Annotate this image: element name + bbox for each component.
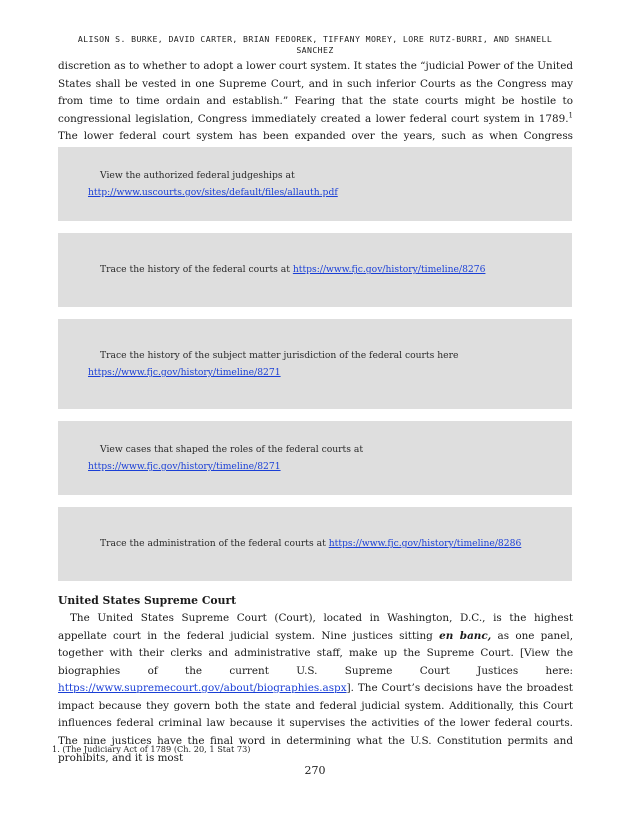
callout-text: View cases that shaped the roles of the federal courts at (100, 443, 364, 455)
section-text-end: ]. The Court’s decisions have the broadest impact because they govern both the state and federal judicial system. Additionally, this Court influences federal criminal law because it supervises the activities of the lower federal courts. The nine justices have the final word in determining what the U.S. Constitution permits and prohibits, and it is most (58, 682, 573, 764)
callout-text: Trace the history of the subject matter jurisdiction of the federal courts here (100, 349, 459, 361)
running-head-authors-cont: SANCHEZ (296, 45, 334, 55)
footnote-ref[interactable]: 1 (568, 111, 573, 120)
biographies-link[interactable]: https://www.supremecourt.gov/about/biographies.aspx (58, 682, 347, 694)
en-banc-term: en banc, (439, 629, 492, 642)
callout-box-cases (58, 421, 572, 495)
intro-text: discretion as to whether to adopt a lower court system. It states the “judicial Power of the United States shall be vested in one Supreme Court, and in such inferior Courts as the Congress may from time to time ordain and establish.” Fearing that the state courts might be hostile to congressional legislation, Congress immediately created a lower federal court system in 1789. (58, 60, 573, 125)
history-timeline-link[interactable]: https://www.fjc.gov/history/timeline/8276 (292, 264, 486, 276)
section-heading: United States Supreme Court (58, 594, 237, 607)
callout-box-jurisdiction (58, 319, 572, 409)
cases-timeline-link[interactable]: https://www.fjc.gov/history/timeline/8271 (88, 461, 281, 472)
callout-text: View the authorized federal judgeships at (100, 169, 295, 181)
callout-box-history (58, 233, 572, 307)
section-text: The United States Supreme Court (Court), located in Washington, D.C., is the highest appellate court in the federal judicial system. Nine justices sitting (58, 612, 573, 642)
page-number: 270 (304, 764, 326, 777)
running-head-authors: ALISON S. BURKE, DAVID CARTER, BRIAN FEDOREK, TIFFANY MOREY, LORE RUTZ-BURRI, AND SHANELL (77, 34, 553, 44)
section-text-cont: as one panel, together with their clerks and administrative staff, make up the Supreme Court. [View the biographies of the current U.S. Supreme Court Justices here: (58, 629, 573, 677)
running-head (60, 34, 570, 56)
judgeships-link[interactable]: http://www.uscourts.gov/sites/default/files/allauth.pdf (88, 187, 338, 198)
footnote: 1. (The Judiciary Act of 1789 (Ch. 20, 1 Stat 73) (52, 744, 251, 754)
callout-text: Trace the history of the federal courts at (100, 264, 293, 276)
jurisdiction-timeline-link[interactable]: https://www.fjc.gov/history/timeline/8271 (88, 367, 281, 378)
intro-text-cont: The lower federal court system has been expanded over the years, such as when Congress (58, 130, 573, 142)
callout-box-judgeships (58, 147, 572, 221)
callout-text: Trace the administration of the federal courts at (100, 538, 329, 550)
callout-box-administration (58, 507, 572, 581)
administration-timeline-link[interactable]: https://www.fjc.gov/history/timeline/8286 (328, 538, 522, 550)
